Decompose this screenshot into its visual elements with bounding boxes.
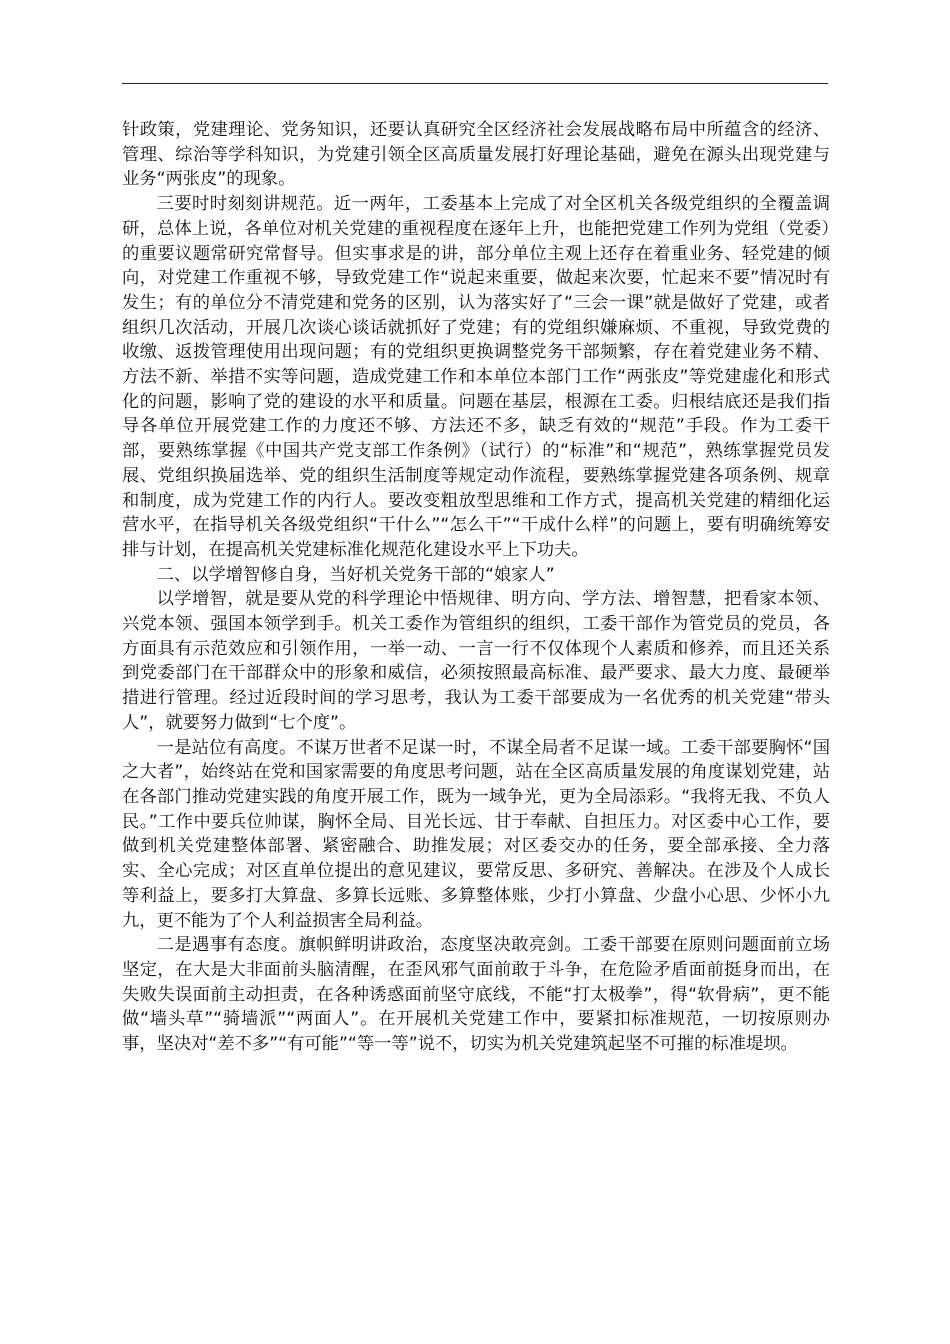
- paragraph: 二是遇事有态度。旗帜鲜明讲政治，态度坚决敢亮剑。工委干部要在原则问题面前立场坚定，在大是大非面前头脑清醒，在歪风邪气面前敢于斗争，在危险矛盾面前挺身而出，在失败失误面前主动担责，在各种诱惑面前坚守底线，不能“打太极拳”，得“软骨病”，更不能做“墙头草”“骑墙派”“两面人”。在开展机关党建工作中，要紧扣标准规范，一切按原则办事，坚决对“差不多”“有可能”“等一等”说不，切实为机关党建筑起坚不可摧的标准堤坝。: [122, 935, 830, 1055]
- paragraph: 以学增智，就是要从党的科学理论中悟规律、明方向、学方法、增智慧，把看家本领、兴党本领、强国本领学到手。机关工委作为管组织的组织，工委干部作为管党员的党员，各方面具有示范效应和引领作用，一举一动、一言一行不仅体现个人素质和修养，而且还关系到党委部门在干部群众中的形象和威信，必须按照最高标准、最严要求、最大力度、最硬举措进行管理。经过近段时间的学习思考，我认为工委干部要成为一名优秀的机关党建“带头人”，就要努力做到“七个度”。: [122, 589, 830, 733]
- paragraph: 一是站位有高度。不谋万世者不足谋一时，不谋全局者不足谋一域。工委干部要胸怀“国之大者”，始终站在党和国家需要的角度思考问题，站在全区高质量发展的角度谋划党建，站在各部门推动党建实践的角度开展工作，既为一域争光，更为全局添彩。“我将无我、不负人民。”工作中要兵位帅谋，胸怀全局、目光长远、甘于奉献、自担压力。对区委中心工作，要做到机关党建整体部署、紧密融合、助推发展；对区委交办的任务，要全部承接、全力落实、全心完成；对区直单位提出的意见建议，要常反思、多研究、善解决。在涉及个人成长等利益上，要多打大算盘、多算长远账、多算整体账，少打小算盘、少盘小心思、少怀小九九，更不能为了个人利益损害全局利益。: [122, 737, 830, 931]
- paragraph: 针政策，党建理论、党务知识，还要认真研究全区经济社会发展战略布局中所蕴含的经济、管理、综治等学科知识，为党建引领全区高质量发展打好理论基础，避免在源头出现党建与业务“两张皮”的现象。: [122, 120, 830, 190]
- document-body: [122, 118, 830, 1057]
- paragraph: 三要时时刻刻讲规范。近一两年，工委基本上完成了对全区机关各级党组织的全覆盖调研，总体上说，各单位对机关党建的重视程度在逐年上升，也能把党建工作列为党组（党委）的重要议题常研究常督导。但实事求是的讲，部分单位主观上还存在着重业务、轻党建的倾向，对党建工作重视不够，导致党建工作“说起来重要，做起来次要，忙起来不要”情况时有发生；有的单位分不清党建和党务的区别，认为落实好了“三会一课”就是做好了党建，或者组织几次活动，开展几次谈心谈话就抓好了党建；有的党组织嫌麻烦、不重视，导致党费的收缴、返拨管理使用出现问题；有的党组织更换调整党务干部频繁，存在着党建业务不精、方法不新、举措不实等问题，造成党建工作和本单位本部门工作“两张皮”等党建虚化和形式化的问题，影响了党的建设的水平和质量。问题在基层，根源在工委。归根结底还是我们指导各单位开展党建工作的力度还不够、方法还不多，缺乏有效的“规范”手段。作为工委干部，要熟练掌握《中国共产党支部工作条例》（试行）的“标准”和“规范”，熟练掌握党员发展、党组织换届选举、党的组织生活制度等规定动作流程，要熟练掌握党建各项条例、规章和制度，成为党建工作的内行人。要改变粗放型思维和工作方式，提高机关党建的精细化运营水平，在指导机关各级党组织“干什么”“怎么干”“干成什么样”的问题上，要有明确统筹安排与计划，在提高机关党建标准化规范化建设水平上下功夫。: [122, 194, 830, 560]
- section-heading: 二、以学增智修自身，当好机关党务干部的“娘家人”: [156, 564, 555, 585]
- header-rule: [122, 83, 828, 84]
